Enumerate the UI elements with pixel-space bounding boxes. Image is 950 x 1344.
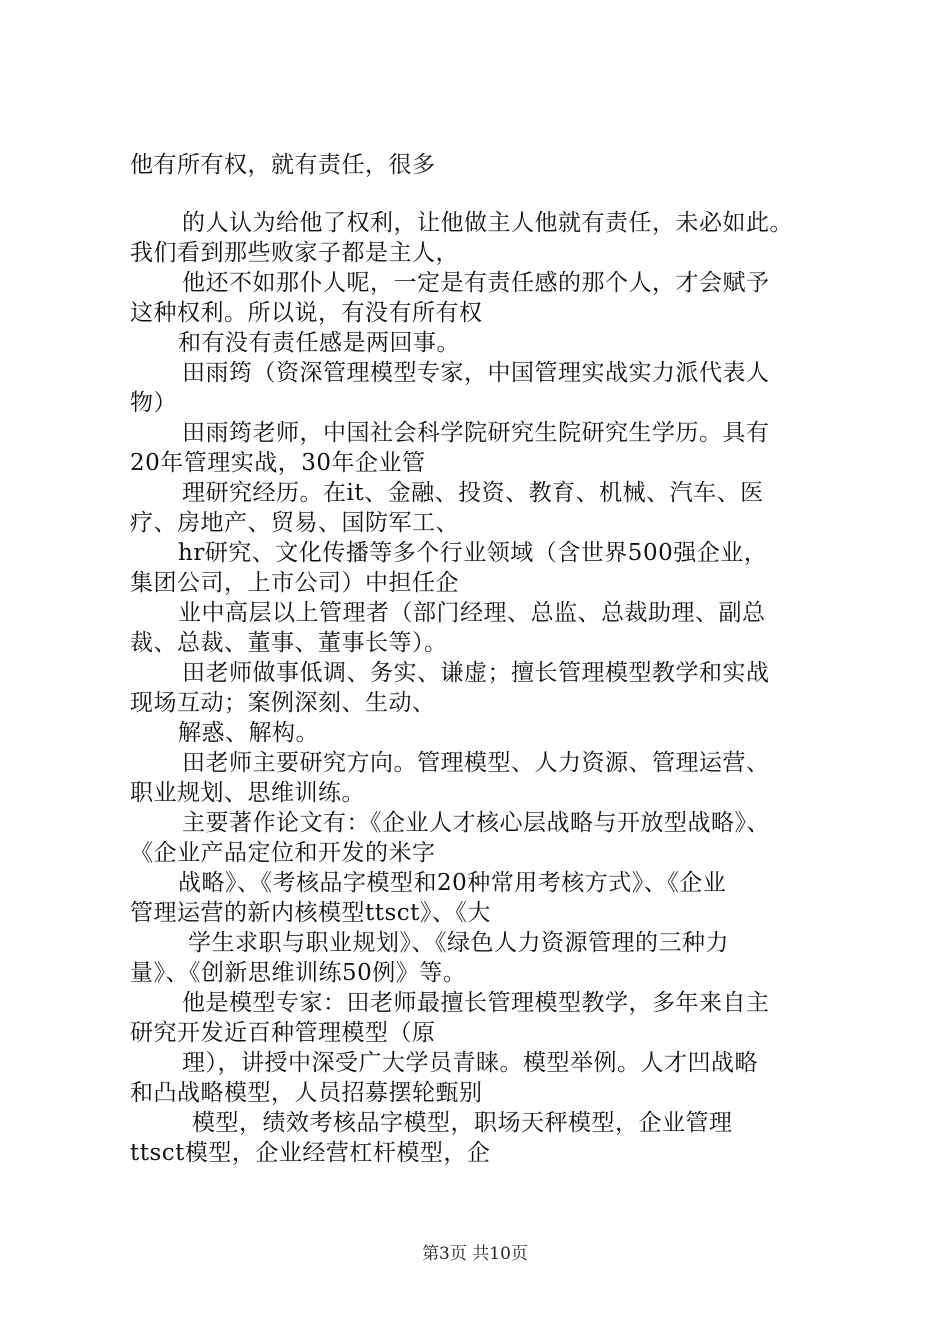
text-line: 战略》、《考核品字模型和20种常用考核方式》、《企业	[178, 870, 727, 896]
text-line: 集团公司，上市公司）中担任企	[130, 570, 459, 596]
text-line: 和有没有责任感是两回事。	[178, 330, 460, 356]
text-line: 这种权利。所以说，有没有所有权	[130, 300, 483, 326]
text-line: 田老师主要研究方向。管理模型、人力资源、管理运营、	[182, 750, 770, 776]
text-line: 裁、总裁、董事、董事长等）。	[130, 630, 448, 656]
page-footer: 第3页 共10页	[422, 1244, 528, 1264]
text-line: 20年管理实战，30年企业管	[130, 450, 426, 476]
text-line: 职业规划、思维训练。	[130, 780, 365, 806]
text-line: 田老师做事低调、务实、谦虚；擅长管理模型教学和实战	[182, 660, 770, 686]
text-line: 理），讲授中深受广大学员青睐。模型举例。人才凹战略	[182, 1050, 758, 1076]
text-line: 学生求职与职业规划》、《绿色人力资源管理的三种力	[188, 930, 729, 956]
text-line: 他是模型专家：田老师最擅长管理模型教学，多年来自主	[182, 990, 770, 1016]
text-line: 模型，绩效考核品字模型，职场天秤模型，企业管理	[192, 1110, 733, 1136]
text-line: ttsct模型，企业经营杠杆模型，企	[130, 1140, 491, 1166]
text-line: 和凸战略模型，人员招募摆轮甄别	[130, 1080, 483, 1106]
text-line: 我们看到那些败家子都是主人，	[130, 240, 459, 266]
text-line: 主要著作论文有：《企业人才核心层战略与开放型战略》、	[182, 810, 770, 836]
text-line: 量》、《创新思维训练50例》等。	[130, 960, 467, 986]
text-line: hr研究、文化传播等多个行业领域（含世界500强企业，	[178, 540, 768, 566]
text-line: 田雨筠（资深管理模型专家，中国管理实战实力派代表人	[182, 360, 770, 386]
text-line: 疗、房地产、贸易、国防军工、	[130, 510, 459, 536]
text-line: 他还不如那仆人呢，一定是有责任感的那个人，才会赋予	[182, 270, 770, 296]
text-line: 的人认为给他了权利，让他做主人他就有责任，未必如此。	[182, 210, 793, 236]
text-line: 解惑、解构。	[178, 720, 319, 746]
text-line: 业中高层以上管理者（部门经理、总监、总裁助理、副总	[178, 600, 766, 626]
text-line: 物）	[130, 390, 177, 416]
text-line: 田雨筠老师，中国社会科学院研究生院研究生学历。具有	[182, 420, 770, 446]
text-line: 研究开发近百种管理模型（原	[130, 1020, 436, 1046]
text-line: 《企业产品定位和开发的米字	[130, 840, 436, 866]
text-line: 管理运营的新内核模型ttsct》、《大	[130, 900, 491, 926]
text-line: 理研究经历。在it、金融、投资、教育、机械、汽车、医	[182, 480, 764, 506]
text-line: 他有所有权，就有责任，很多	[130, 152, 436, 178]
text-line: 现场互动；案例深刻、生动、	[130, 690, 436, 716]
